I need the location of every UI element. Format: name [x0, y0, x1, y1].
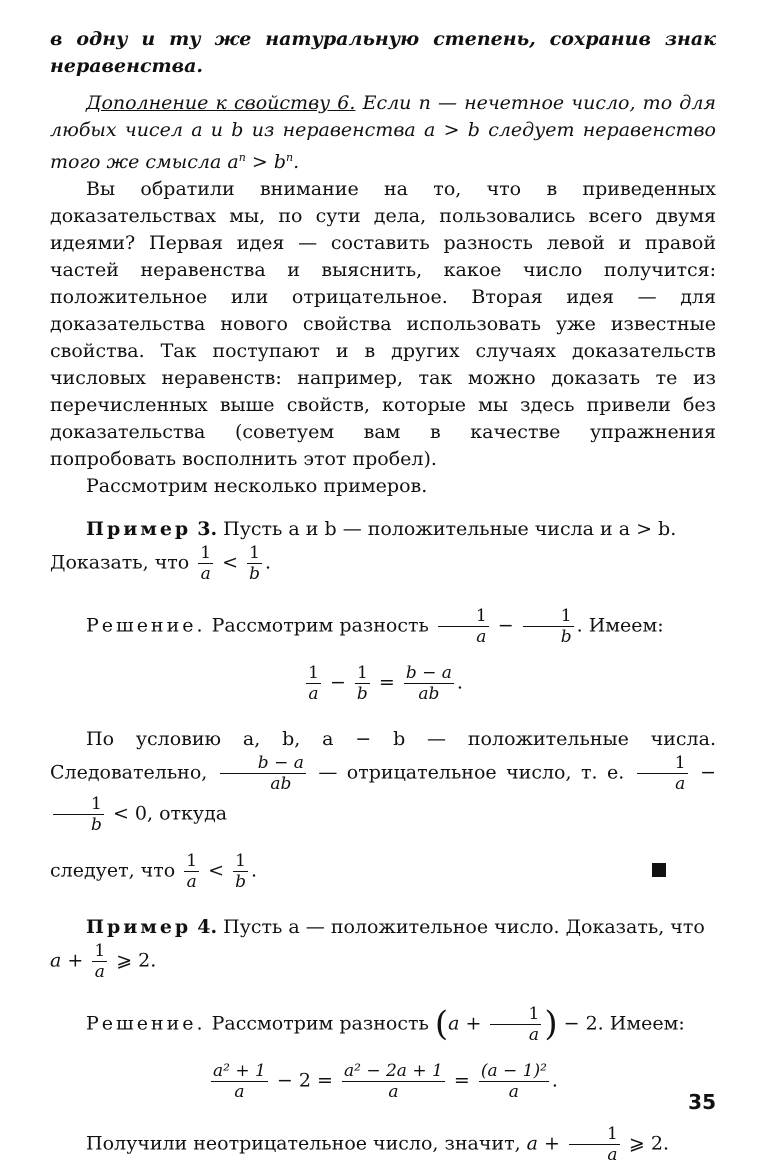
solution-label: Решение.: [86, 614, 206, 637]
supplement-title: Дополнение к свойству 6.: [86, 92, 356, 114]
example-label: Пример: [86, 518, 192, 540]
solution-4-conclusion: Получили неотрицательное число, значит, a + $\frac{1}{a}$ ⩾ 2.: [86, 1124, 669, 1165]
page-number: 35: [688, 1090, 716, 1114]
fraction-1-over-b: $\frac{1}{b}$: [249, 543, 261, 584]
solution-4-intro: Решение. Рассмотрим разность (a + $\frac{1}{a}$ ) − 2. Имеем:: [86, 1004, 685, 1045]
end-of-proof-icon: [652, 863, 666, 877]
solution-3-intro: Решение. Рассмотрим разность $\frac{1}{a}$ − $\frac{1}{b}$ . Имеем:: [86, 606, 664, 647]
equation-square-identity: $\frac{\text{a² + 1}}{a}$ − 2 = $\frac{\text{a² − 2a + 1}}{a}$ = $\frac{\text{(a − 1)²}}{a}$ .: [213, 1061, 558, 1102]
proof-ideas-paragraph: Вы обратили внимание на то, что в приведенных доказательствах мы, по сути дела, пользовались всего двумя идеями? Первая идея — составить разность левой и правой частей неравенства и выяснить, какое число получится: положительное или отрицательное. Вторая идея — для доказательства нового свойства использовать уже известные свойства. Так поступают и в других случаях доказательств числовых неравенств: например, так можно доказать те из перечисленных выше свойств, которые мы здесь привели без доказательства (советуем вам в качестве упражнения попробовать восполнить этот пробел).: [50, 178, 716, 470]
examples-intro: Рассмотрим несколько примеров.: [86, 475, 428, 497]
solution-3-conclusion: следует, что $\frac{1}{a}$ < $\frac{1}{b}$ .: [50, 851, 716, 892]
fraction-1-over-a: $\frac{1}{a}$: [200, 543, 212, 584]
continued-property-text: в одну и ту же натуральную степень, сохранив знак неравенства.: [50, 28, 716, 77]
example-4-goal: a + $\frac{1}{a}$ ⩾ 2.: [50, 941, 157, 982]
solution-3-reasoning: По условию a, b, a − b — положительные числа. Следовательно, $\frac{b - a}{ab}$ — отрицательное число, т. е. $\frac{1}{a}$ − $\frac{1}{b}$ < 0, откуда: [50, 728, 716, 835]
example-3-goal: Доказать, что $\frac{1}{a}$ < $\frac{1}{b}$ .: [50, 543, 272, 584]
example-3-statement: Пример 3. Пусть a и b — положительные числа и a > b.: [86, 518, 677, 540]
equation-difference-fractions: $\frac{1}{a}$ − $\frac{1}{b}$ = $\frac{b - a}{ab}$ .: [308, 663, 463, 704]
example-4-statement: Пример 4. Пусть a — положительное число. Доказать, что: [86, 916, 705, 938]
property-6-supplement: Дополнение к свойству 6. Если n — нечетное число, то для любых чисел a и b из неравенства a > b следует неравенство того же смысла $a^n > b^n$.: [50, 92, 716, 173]
